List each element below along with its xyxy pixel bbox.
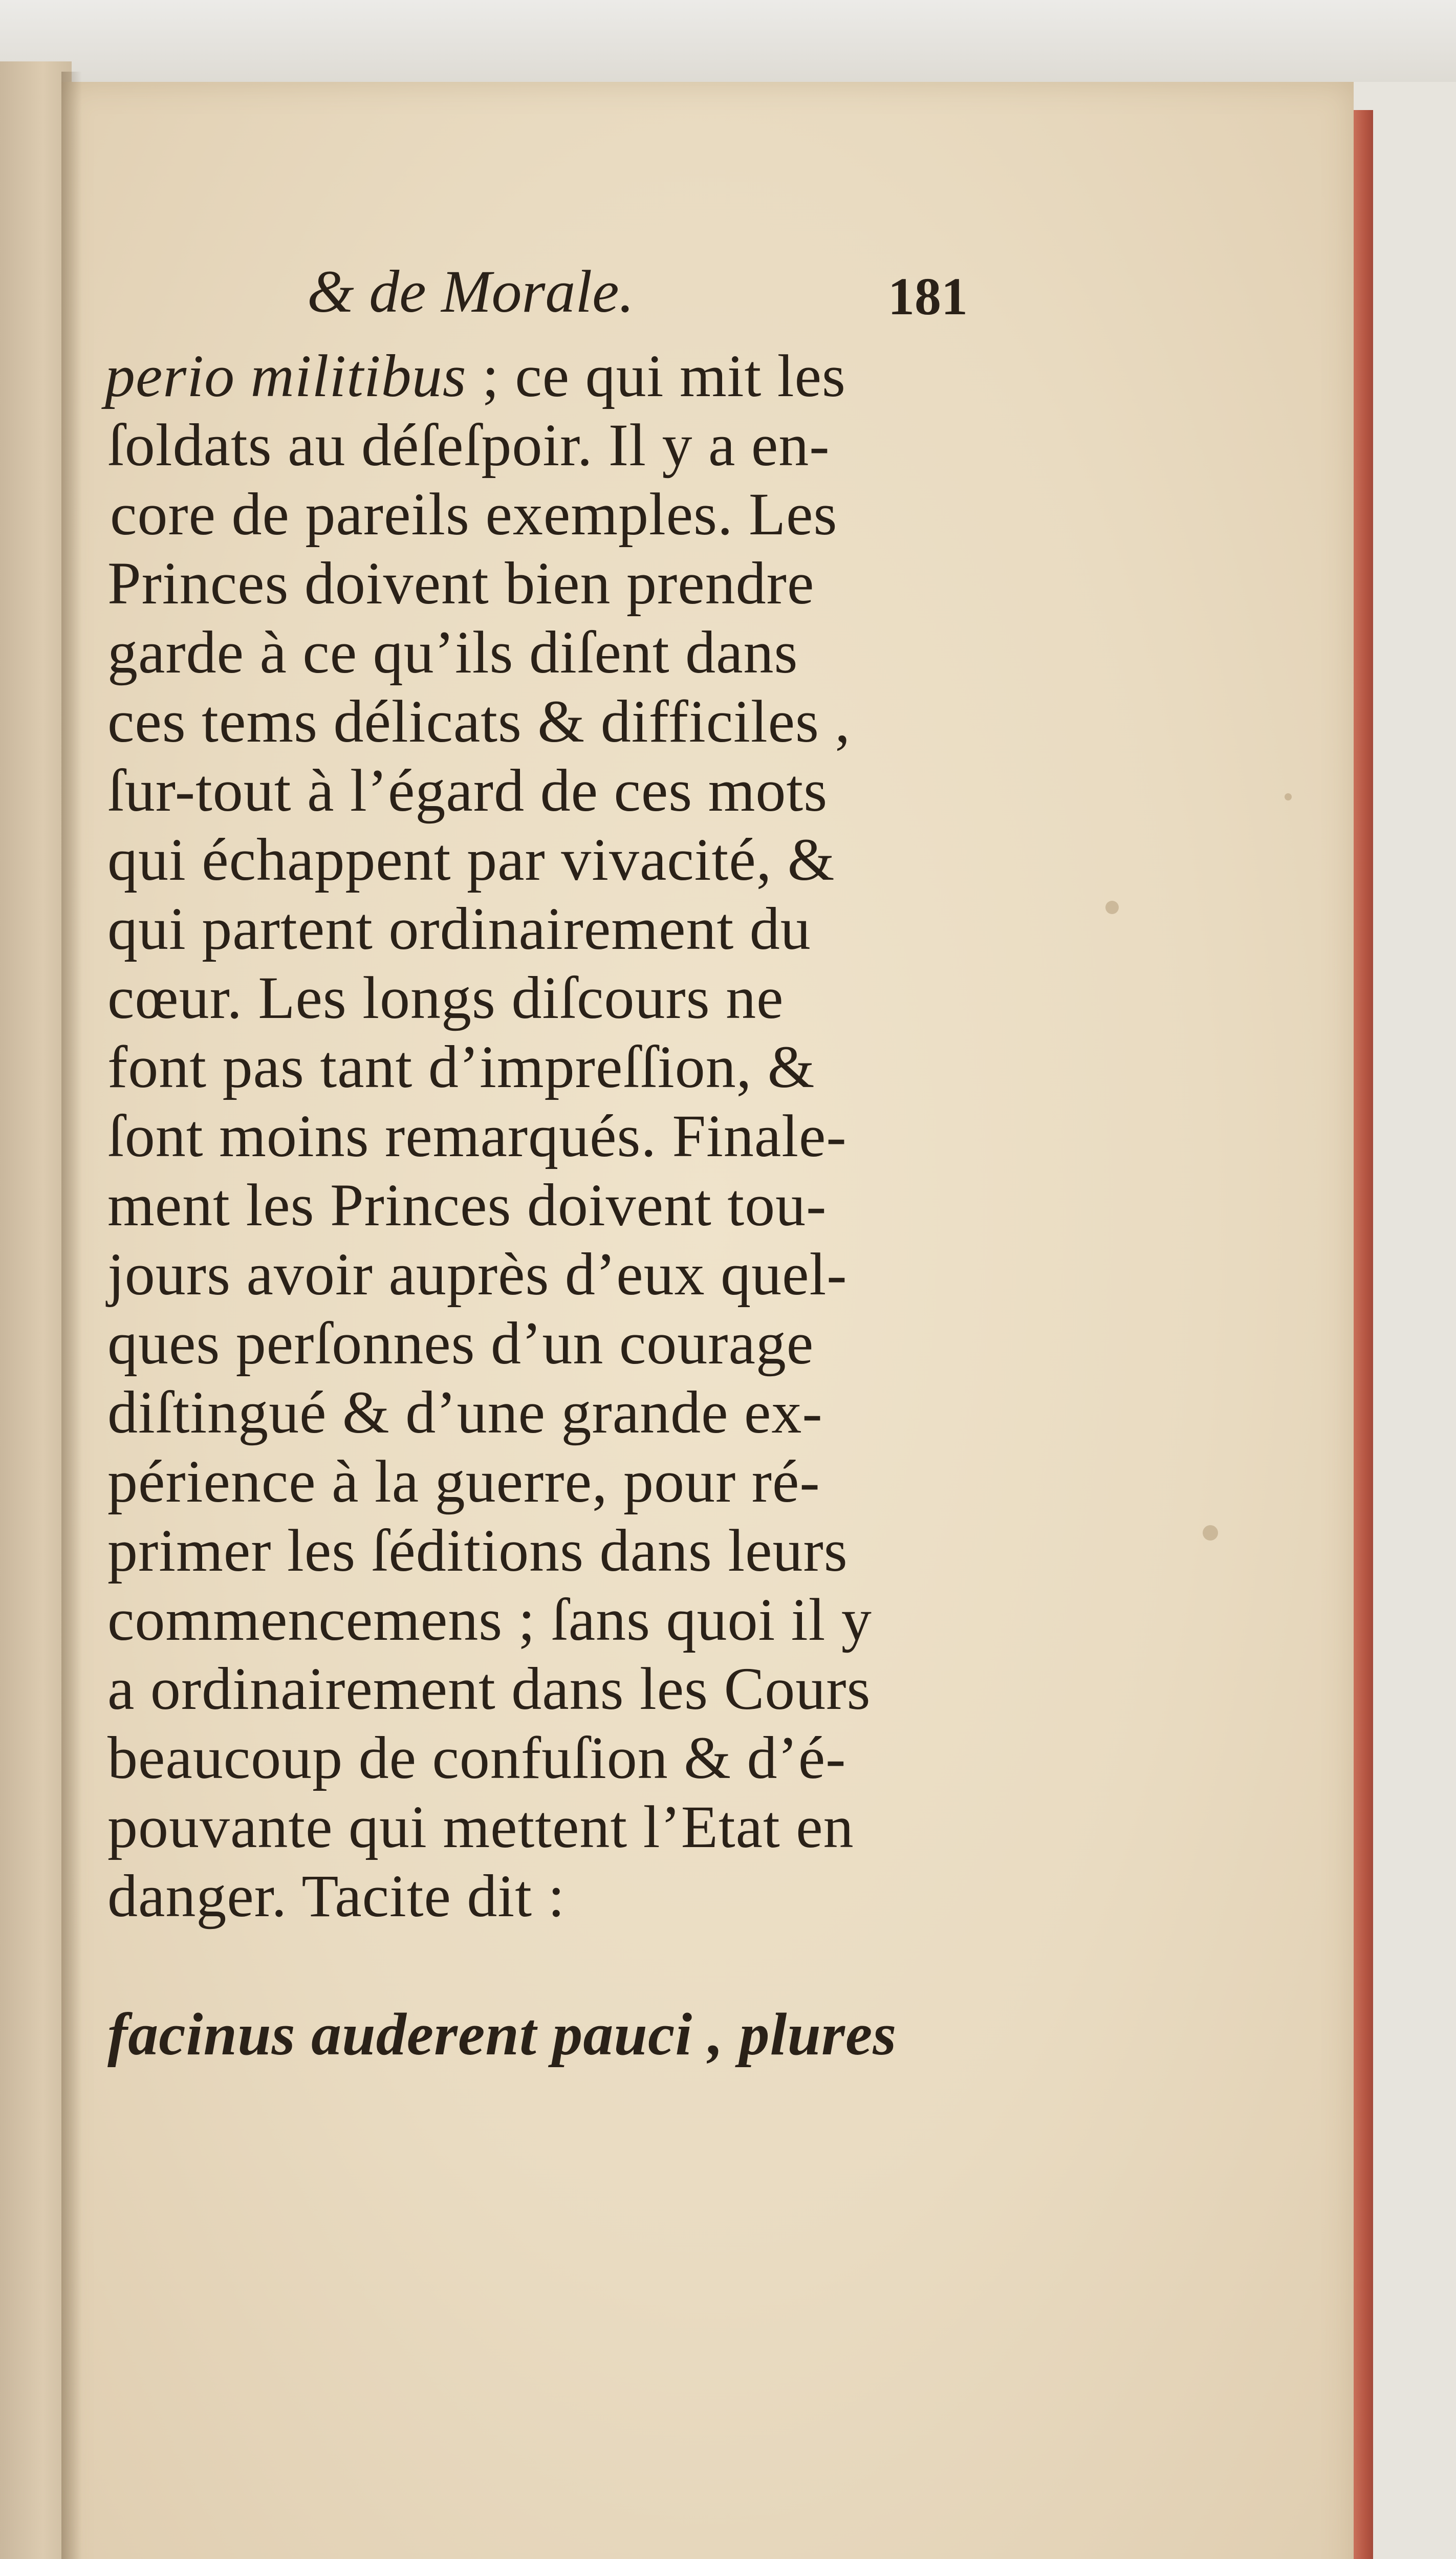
latin-fragment: perio militibus bbox=[105, 342, 467, 409]
text-line: ques perſonnes d’un courage bbox=[107, 1310, 814, 1377]
text-line: pouvante qui mettent l’Etat en bbox=[107, 1793, 854, 1860]
text-line: core de pareils exemples. Les bbox=[110, 481, 838, 548]
line-text: ; ce qui mit les bbox=[466, 342, 846, 409]
latin-quotation-line: facinus auderent pauci , plures bbox=[107, 2001, 897, 2068]
text-line: ſur-tout à l’égard de ces mots bbox=[107, 757, 828, 824]
text-line: qui partent ordinairement du bbox=[107, 895, 811, 962]
text-line: garde à ce qu’ils diſent dans bbox=[107, 619, 798, 686]
text-line: ſont moins remarqués. Finale- bbox=[107, 1102, 847, 1169]
text-line: a ordinairement dans les Cours bbox=[107, 1655, 871, 1722]
running-title: & de Morale. bbox=[307, 258, 635, 325]
text-line: commencemens ; ſans quoi il y bbox=[107, 1586, 872, 1653]
text-line: ment les Princes doivent tou- bbox=[107, 1172, 827, 1239]
text-line: qui échappent par vivacité, & bbox=[107, 826, 835, 893]
text-line: beaucoup de confuſion & d’é- bbox=[107, 1724, 846, 1791]
text-line bbox=[105, 343, 846, 409]
text-line: danger. Tacite dit : bbox=[107, 1862, 566, 1929]
text-line: cœur. Les longs diſcours ne bbox=[107, 964, 784, 1031]
page-number: 181 bbox=[888, 267, 968, 326]
text-line: ſoldats au déſeſpoir. Il y a en- bbox=[107, 411, 830, 479]
text-line: diſtingué & d’une grande ex- bbox=[107, 1379, 823, 1446]
text-line: primer les ſéditions dans leurs bbox=[107, 1517, 848, 1584]
text-line: ces tems délicats & difficiles , bbox=[107, 688, 851, 755]
text-line: font pas tant d’impreſſion, & bbox=[107, 1033, 815, 1100]
text-line: périence à la guerre, pour ré- bbox=[107, 1448, 820, 1515]
text-line: jours avoir auprès d’eux quel- bbox=[107, 1241, 847, 1308]
text-line: Princes doivent bien prendre bbox=[107, 550, 815, 617]
